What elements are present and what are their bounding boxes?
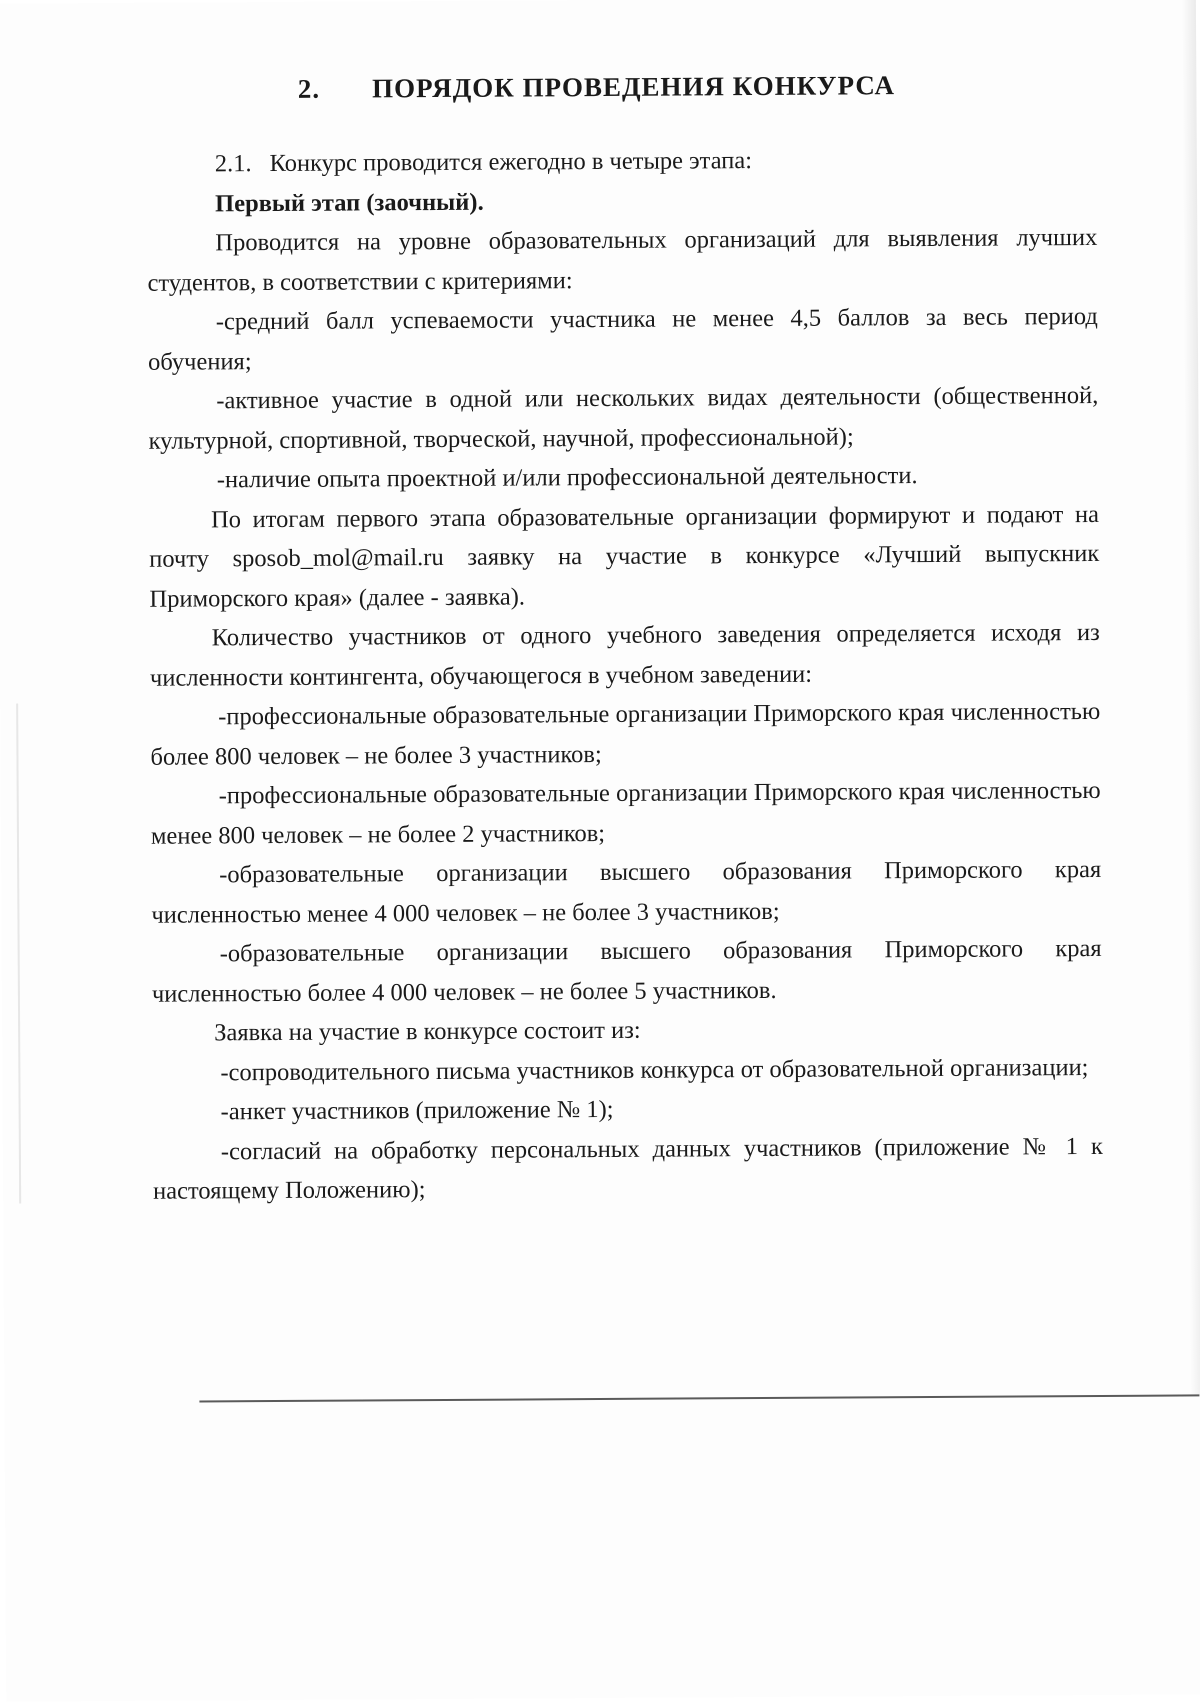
criterion-item: -средний балл успеваемости участника не менее 4,5 баллов за весь период обучения; (147, 302, 1098, 376)
paragraph: Заявка на участие в конкурсе состоит из: (214, 1016, 641, 1047)
quota-item: -профессиональные образовательные организации Приморского края численностью менее 800 человек – не более 2 участников; (150, 776, 1101, 850)
section-title: ПОРЯДОК ПРОВЕДЕНИЯ КОНКУРСА (371, 70, 896, 104)
quota-item: -профессиональные образовательные организации Приморского края численностью более 800 человек – не более 3 участников; (150, 697, 1101, 771)
scan-edge-shadow (1182, 0, 1200, 1396)
section-number: 2. (297, 73, 321, 104)
criterion-item: -наличие опыта проектной и/или профессиональной деятельности. (216, 462, 918, 494)
application-item: -согласий на обработку персональных данных участников (приложение № 1 к настоящему Положению); (153, 1132, 1103, 1205)
quota-item: -образовательные организации высшего образования Приморского края численностью менее 4 000 человек – не более 3 участников; (151, 855, 1102, 929)
stage-title: Первый этап (заочный). (215, 188, 484, 217)
criterion-item: -активное участие в одной или нескольких видах деятельности (общественной, культурной, спортивной, творческой, научной, профессиональной); (148, 381, 1099, 455)
paragraph: Количество участников от одного учебного заведения определяется исходя из численности контингента, обучающегося в учебном заведении: (149, 618, 1100, 692)
paragraph: По итогам первого этапа образовательные организации формируют и подают на почту sposob_mol@mail.ru заявку на участие в конкурсе «Лучший выпускник Приморского края» (далее - заявка). (149, 500, 1100, 613)
clause-line (147, 139, 1097, 184)
scan-edge-mark (16, 704, 21, 1204)
paragraph: Проводится на уровне образовательных организаций для выявления лучших студентов, в соответствии с критериями: (147, 223, 1098, 297)
clause-text: Конкурс проводится ежегодно в четыре этапа: (269, 147, 753, 178)
quota-item: -образовательные организации высшего образования Приморского края численностью более 4 000 человек – не более 5 участников. (151, 934, 1102, 1008)
document-body (147, 139, 1103, 1211)
section-heading (0, 68, 1196, 106)
clause-number: 2.1. (214, 150, 252, 178)
application-item: -анкет участников (приложение № 1); (220, 1095, 614, 1126)
application-item: -сопроводительного письма участников конкурса от образовательной организации; (220, 1053, 1089, 1086)
page-bottom-rule (199, 1394, 1199, 1402)
